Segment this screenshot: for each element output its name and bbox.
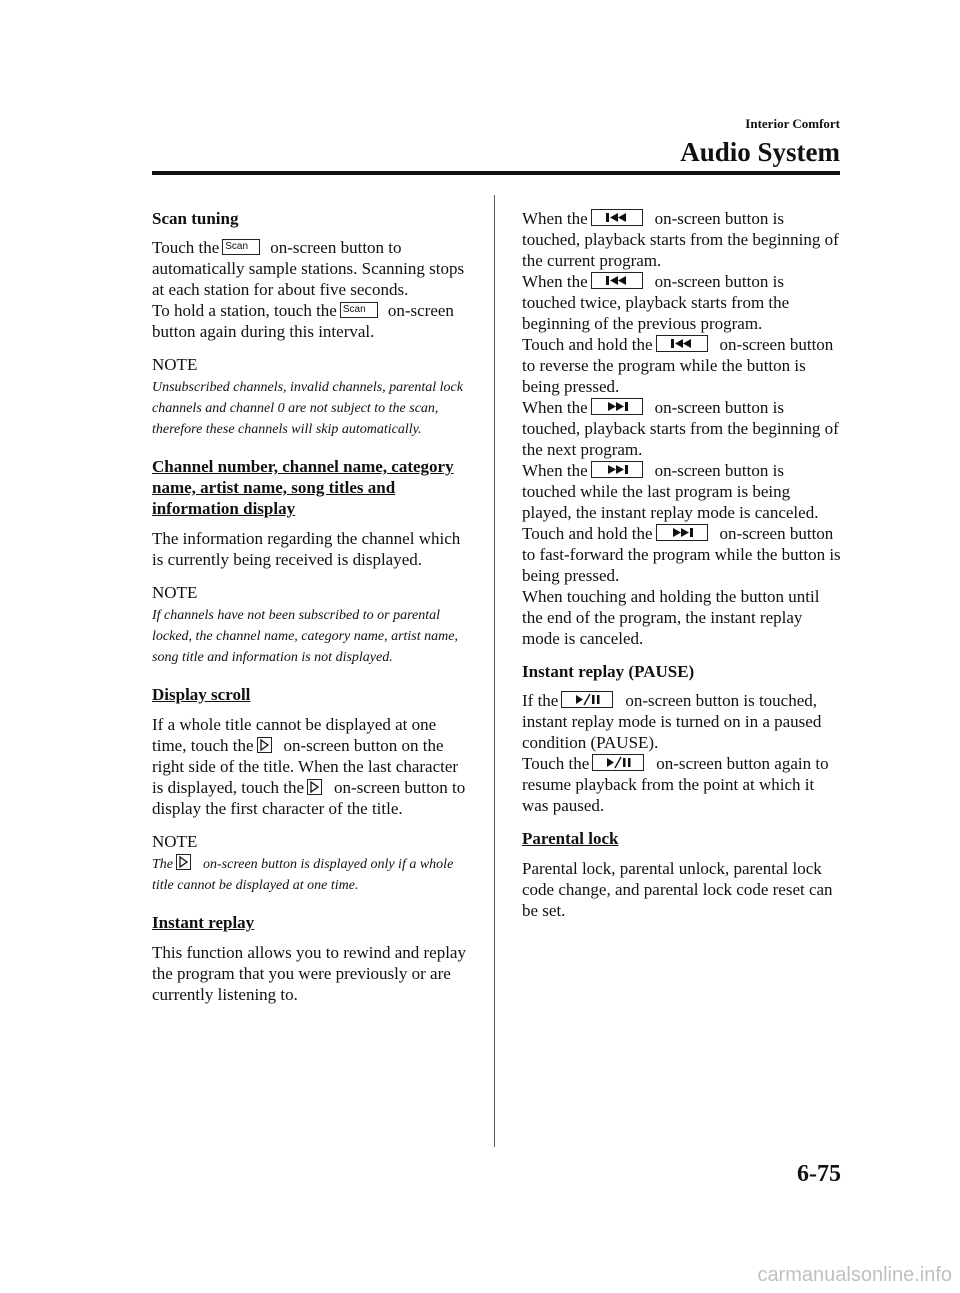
next-track-icon (656, 524, 708, 541)
note-text: Unsubscribed channels, invalid channels, parental lock channels and channel 0 are not subject to the scan, therefore these channels will skip automatically. (152, 380, 463, 437)
note-label: NOTE (152, 832, 198, 851)
play-pause-icon (561, 691, 613, 708)
previous-track-icon (591, 272, 643, 289)
channel-info-text: The information regarding the channel which is currently being received is displayed. (152, 529, 461, 569)
previous-track-icon (591, 209, 643, 226)
page-header (680, 116, 840, 169)
pause-title: Instant replay (PAUSE) (522, 662, 695, 681)
scroll-arrow-icon (257, 737, 272, 753)
note-text: If channels have not been subscribed to or parental locked, the channel name, category name, artist name, song title and information is not displayed. (152, 608, 458, 665)
chapter-title: Audio System (680, 137, 840, 167)
scroll-arrow-icon (307, 779, 322, 795)
column-divider (494, 195, 495, 1147)
watermark: carmanualsonline.info (757, 1264, 952, 1286)
parental-lock-text: Parental lock, parental unlock, parental lock code change, and parental lock code reset can be set. (522, 859, 833, 920)
replay-controls-text: When the on-screen button is touched, playback starts from the beginning of the current program. When the on-screen button is touched twice, playback starts from the beginning of the previous program. Touch and hold the on-screen button to reverse the program while the button is being pressed. When the on-screen button is touched, playback starts from the beginning of the next program. When the on-screen button is touched while the last program is being played, the instant replay mode is canceled. Touch and hold the on-screen button to fast-forward the program while the button is being pressed. When touching and holding the button until the end of the program, the instant replay mode is canceled. (522, 209, 841, 648)
note-label: NOTE (152, 583, 198, 602)
parental-lock-heading: Parental lock (522, 829, 619, 848)
instant-replay-heading: Instant replay (152, 913, 255, 932)
previous-track-icon (656, 335, 708, 352)
play-pause-icon (592, 754, 644, 771)
note-label: NOTE (152, 355, 198, 374)
scan-button-icon: Scan (340, 302, 378, 318)
scan-button-icon: Scan (222, 239, 260, 255)
next-track-icon (591, 461, 643, 478)
page-number: 6-75 (797, 1161, 841, 1187)
scan-tuning-text: Touch the Scan on-screen button to automatically sample stations. Scanning stops at each station for about five seconds. To hold a station, touch the Scan on-screen button again during this interval. (152, 238, 465, 341)
scroll-arrow-icon (176, 854, 191, 870)
note-text: The on-screen button is displayed only if a whole title cannot be displayed at one time. (152, 854, 470, 896)
instant-replay-text: This function allows you to rewind and replay the program that you were previously or are currently listening to. (152, 943, 466, 1004)
next-track-icon (591, 398, 643, 415)
right-column (522, 208, 842, 933)
scan-tuning-title: Scan tuning (152, 209, 239, 228)
header-rule (152, 171, 840, 175)
display-scroll-heading: Display scroll (152, 685, 251, 704)
display-scroll-text: If a whole title cannot be displayed at one time, touch the on-screen button on the right side of the title. When the last character is displayed, touch the on-screen button to display the first character of the title. (152, 715, 466, 818)
left-column (152, 208, 470, 1017)
channel-info-heading: Channel number, channel name, category name, artist name, song titles and information display (152, 457, 454, 518)
section-label: Interior Comfort (745, 116, 840, 131)
pause-text: If the on-screen button is touched, instant replay mode is turned on in a paused condition (PAUSE). Touch the on-screen button again to resume playback from the point at which it was paused. (522, 691, 829, 815)
